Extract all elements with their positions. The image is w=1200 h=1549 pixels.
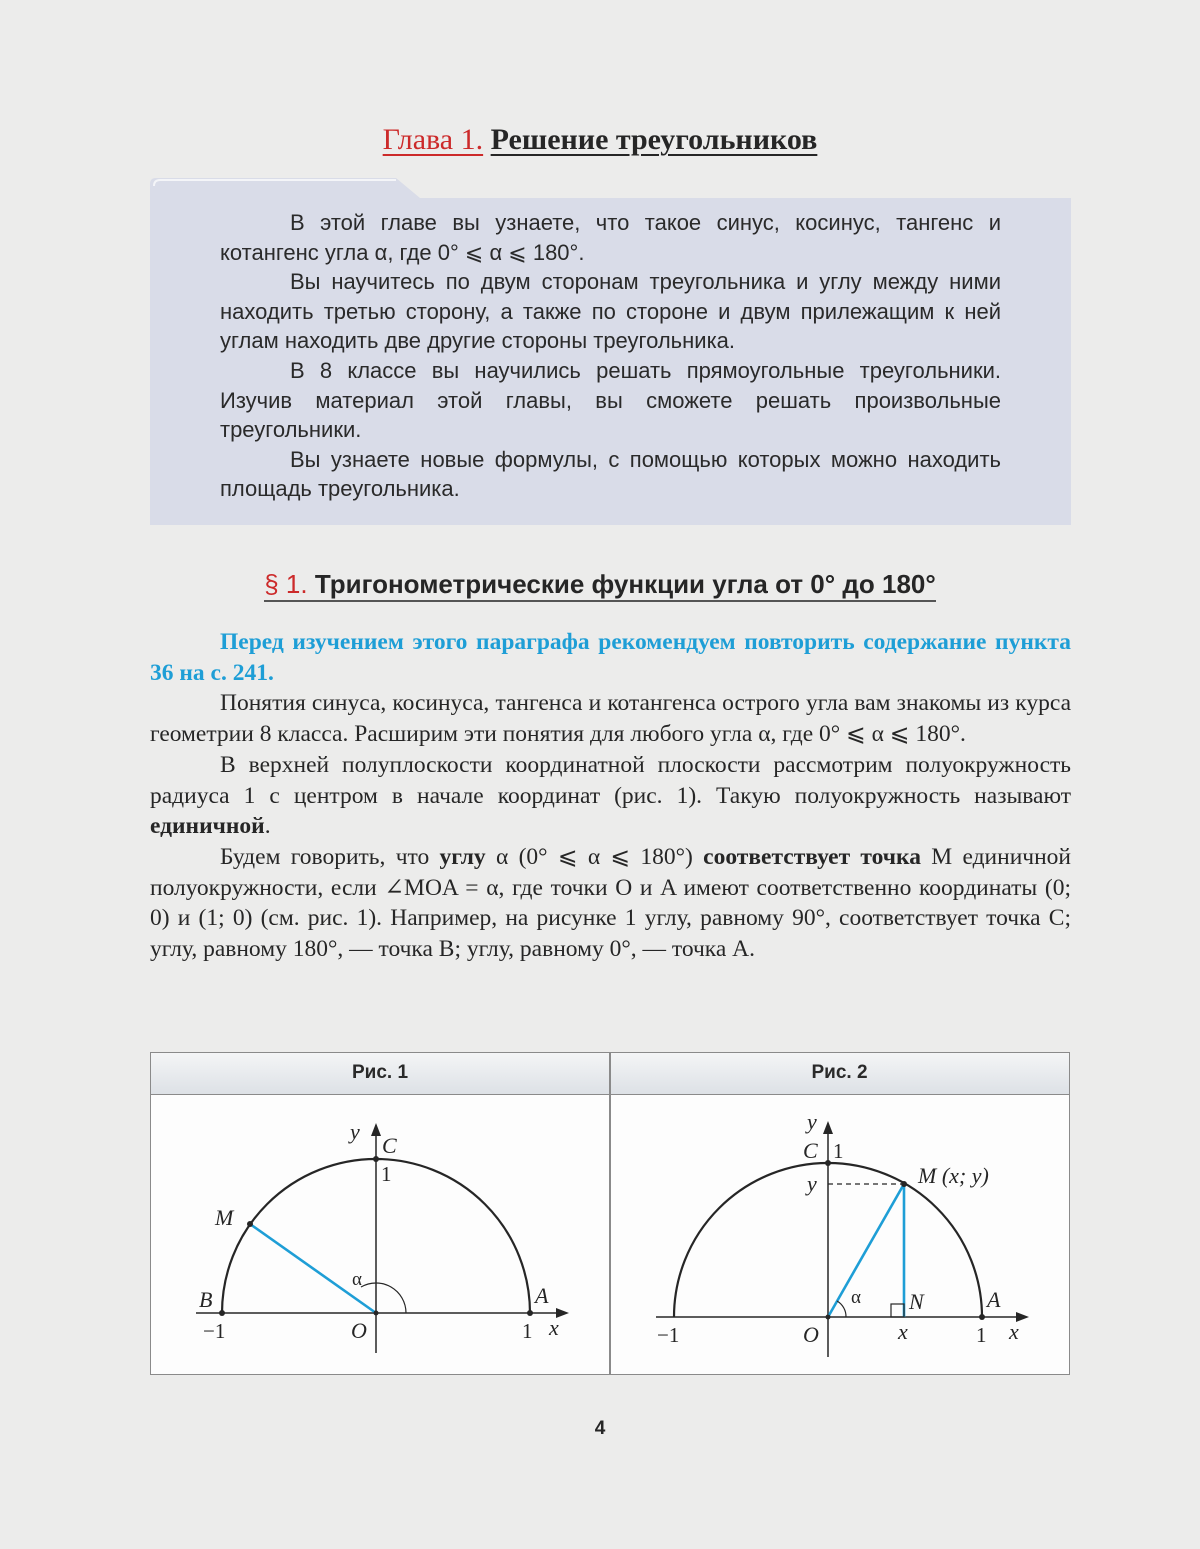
label-minus-one: −1 xyxy=(657,1323,680,1347)
figure-2-diagram xyxy=(611,1095,1069,1374)
label-m: M (x; y) xyxy=(918,1163,989,1188)
chapter-title xyxy=(0,120,1200,160)
label-x: x xyxy=(1009,1319,1019,1344)
point-a xyxy=(979,1314,985,1320)
term-unit: единичной xyxy=(150,813,265,840)
label-one-y: 1 xyxy=(833,1139,844,1163)
point-b xyxy=(219,1310,225,1316)
figure-2-caption: Рис. 2 xyxy=(610,1053,1069,1095)
label-o: O xyxy=(351,1318,367,1343)
point-c xyxy=(373,1156,379,1162)
label-one-x: 1 xyxy=(976,1323,987,1347)
body-paragraph-2: В верхней полуплоскости координатной плоскости рассмотрим полуокружность радиуса 1 с центром в начале координат (рис. 1). Такую полуокружность называют единичной. xyxy=(150,751,1071,840)
label-x: x xyxy=(549,1315,559,1340)
chapter-name: Решение треугольников xyxy=(490,123,818,156)
label-y-value: y xyxy=(807,1171,817,1196)
angle-arc xyxy=(837,1301,846,1317)
label-a: A xyxy=(987,1287,1001,1312)
y-axis-arrow xyxy=(823,1121,833,1134)
label-x-value: x xyxy=(898,1319,908,1344)
recommendation-note: Перед изучением этого параграфа рекомендуем повторить содержание пункта 36 на с. 241. xyxy=(150,629,1071,686)
point-o xyxy=(826,1315,831,1320)
label-c: C xyxy=(382,1133,397,1158)
label-y: y xyxy=(807,1109,817,1134)
section-number: § 1. xyxy=(264,569,308,599)
point-m xyxy=(901,1181,907,1187)
chapter-number: Глава 1. xyxy=(382,123,484,156)
figures-panel xyxy=(150,1052,1070,1375)
label-y: y xyxy=(350,1119,360,1144)
chapter-intro-box xyxy=(150,176,1071,525)
point-c xyxy=(825,1160,831,1166)
figure-1-diagram xyxy=(151,1095,609,1374)
label-n: N xyxy=(909,1289,924,1314)
intro-paragraph-4: Вы узнаете новые формулы, с помощью которых можно находить площадь треугольника. xyxy=(220,446,1001,502)
label-one-y: 1 xyxy=(381,1162,392,1186)
point-a xyxy=(527,1310,533,1316)
label-o: O xyxy=(803,1322,819,1347)
radius-om xyxy=(828,1184,904,1317)
intro-paragraph-2: Вы научитесь по двум сторонам треугольника и углу между ними находить третью сторону, а также по стороне и двум прилежащим к ней углам находить две другие стороны треугольника. xyxy=(220,269,1001,354)
label-c: C xyxy=(803,1138,818,1163)
figure-1-caption: Рис. 1 xyxy=(151,1053,610,1095)
section-name: Тригонометрические функции угла от 0° до 180° xyxy=(314,569,936,599)
point-o xyxy=(374,1311,379,1316)
intro-paragraph-1: В этой главе вы узнаете, что такое синус, косинус, тангенс и котангенс угла α, где 0° ⩽ α ⩽ 180°. xyxy=(220,210,1001,265)
point-m xyxy=(247,1221,253,1227)
page-number: 4 xyxy=(594,1418,606,1439)
label-m: M xyxy=(215,1205,234,1230)
body-paragraph-3: Будем говорить, что углу α (0° ⩽ α ⩽ 180°) соответствует точка M единичной полуокружности, если ∠MOA = α, где точки O и A имеют соответственно координаты (0; 0) и (1; 0) (см. рис. 1). Например, на рисунке 1 углу, равному 90°, соответствует точка C; углу, равному 180°, — точка B; углу, равному 0°, — точка A. xyxy=(150,843,1071,963)
section-title xyxy=(0,566,1200,602)
body-text xyxy=(150,627,1071,965)
intro-paragraph-3: В 8 классе вы научились решать прямоугольные треугольники. Изучив материал этой главы, вы сможете решать произвольные треугольники. xyxy=(220,357,1001,443)
label-a: A xyxy=(535,1283,549,1308)
term-corresponds: соответствует точка xyxy=(703,843,921,870)
term-angle: углу xyxy=(439,843,486,870)
label-alpha: α xyxy=(851,1287,861,1308)
label-minus-one: −1 xyxy=(203,1319,226,1343)
label-alpha: α xyxy=(352,1269,362,1290)
body-paragraph-1: Понятия синуса, косинуса, тангенса и котангенса острого угла вам знакомы из курса геометрии 8 класса. Расширим эти понятия для любого угла α, где 0° ⩽ α ⩽ 180°. xyxy=(150,690,1071,748)
y-axis-arrow xyxy=(371,1123,381,1136)
label-b: B xyxy=(199,1287,213,1312)
right-angle-mark xyxy=(891,1304,904,1317)
label-one-x: 1 xyxy=(522,1319,533,1343)
